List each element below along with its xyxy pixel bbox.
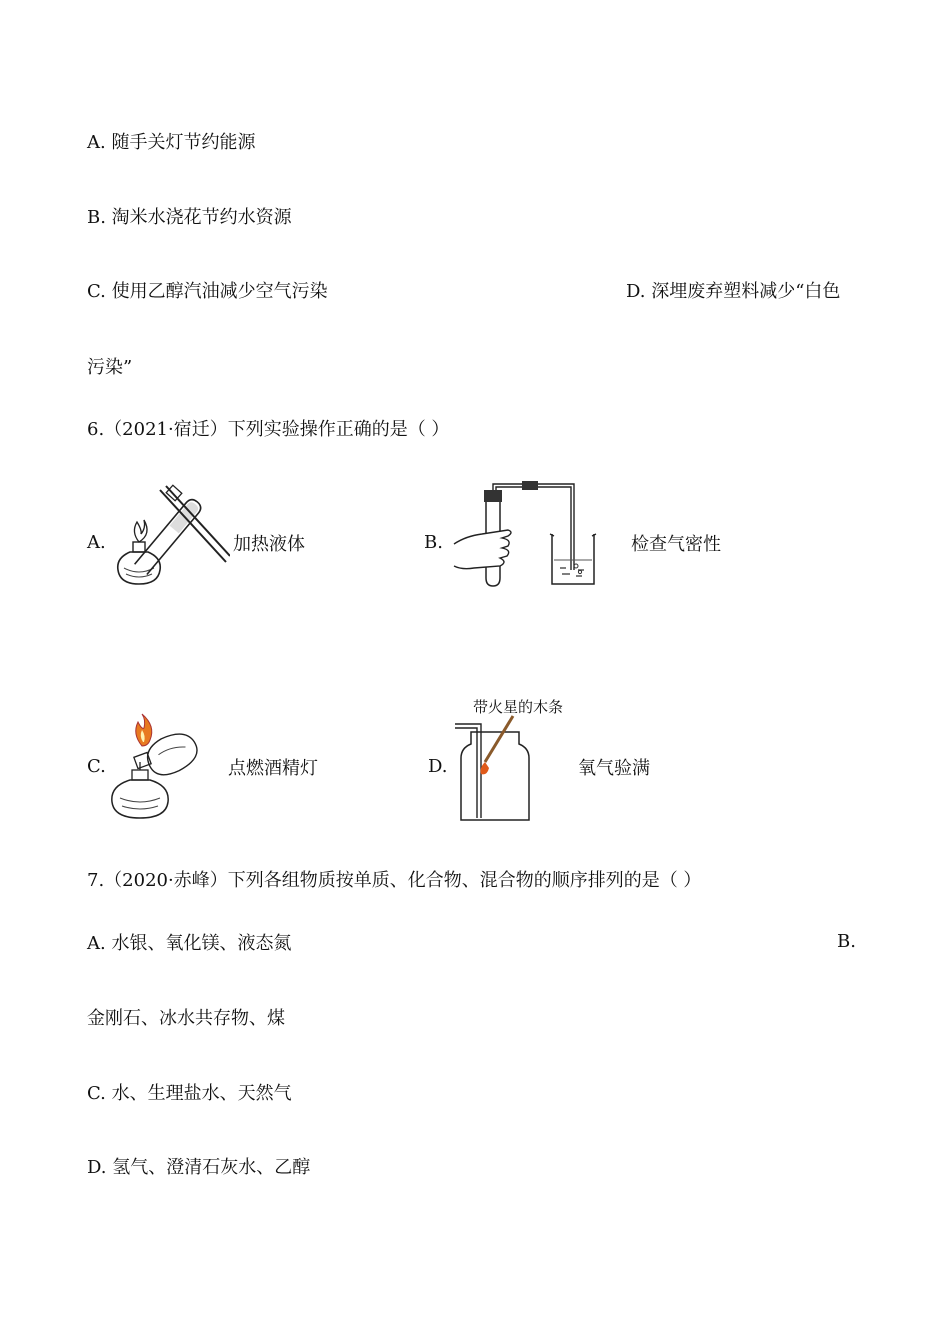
q7-option-b-label: B. (837, 931, 856, 952)
wooden-splint-caption: 带火星的木条 (473, 698, 564, 716)
q5-option-a: A. 随手关灯节约能源 (87, 132, 256, 153)
q6-option-a-text: 加热液体 (233, 534, 305, 555)
oxygen-full-check-figure (455, 696, 575, 824)
q7-option-a: A. 水银、氧化镁、液态氮 (87, 933, 292, 954)
q6-option-a-label: A. (87, 532, 106, 553)
airtightness-check-figure (452, 478, 602, 590)
q6-option-d-text: 氧气验满 (578, 758, 650, 779)
q5-option-c: C. 使用乙醇汽油减少空气污染 (87, 281, 328, 302)
lighting-lamp-figure (106, 712, 214, 824)
q5-option-d-continued: 污染” (87, 357, 133, 378)
q6-option-d-label: D. (428, 756, 448, 777)
q6-option-c-text: 点燃酒精灯 (228, 758, 318, 779)
q6-stem: 6.（2021·宿迁）下列实验操作正确的是（ ） (87, 419, 450, 440)
q5-option-d: D. 深埋废弃塑料减少“白色 (626, 281, 841, 302)
q7-option-b-text: 金刚石、冰水共存物、煤 (87, 1008, 285, 1029)
q6-option-c-label: C. (87, 756, 106, 777)
q6-option-b-label: B. (424, 532, 443, 553)
q7-option-c: C. 水、生理盐水、天然气 (87, 1083, 292, 1104)
q7-stem: 7.（2020·赤峰）下列各组物质按单质、化合物、混合物的顺序排列的是（ ） (87, 870, 702, 891)
heating-liquid-figure (108, 480, 230, 592)
q5-option-b: B. 淘米水浇花节约水资源 (87, 207, 292, 228)
q7-option-d: D. 氢气、澄清石灰水、乙醇 (87, 1157, 311, 1178)
q6-option-b-text: 检查气密性 (631, 534, 721, 555)
